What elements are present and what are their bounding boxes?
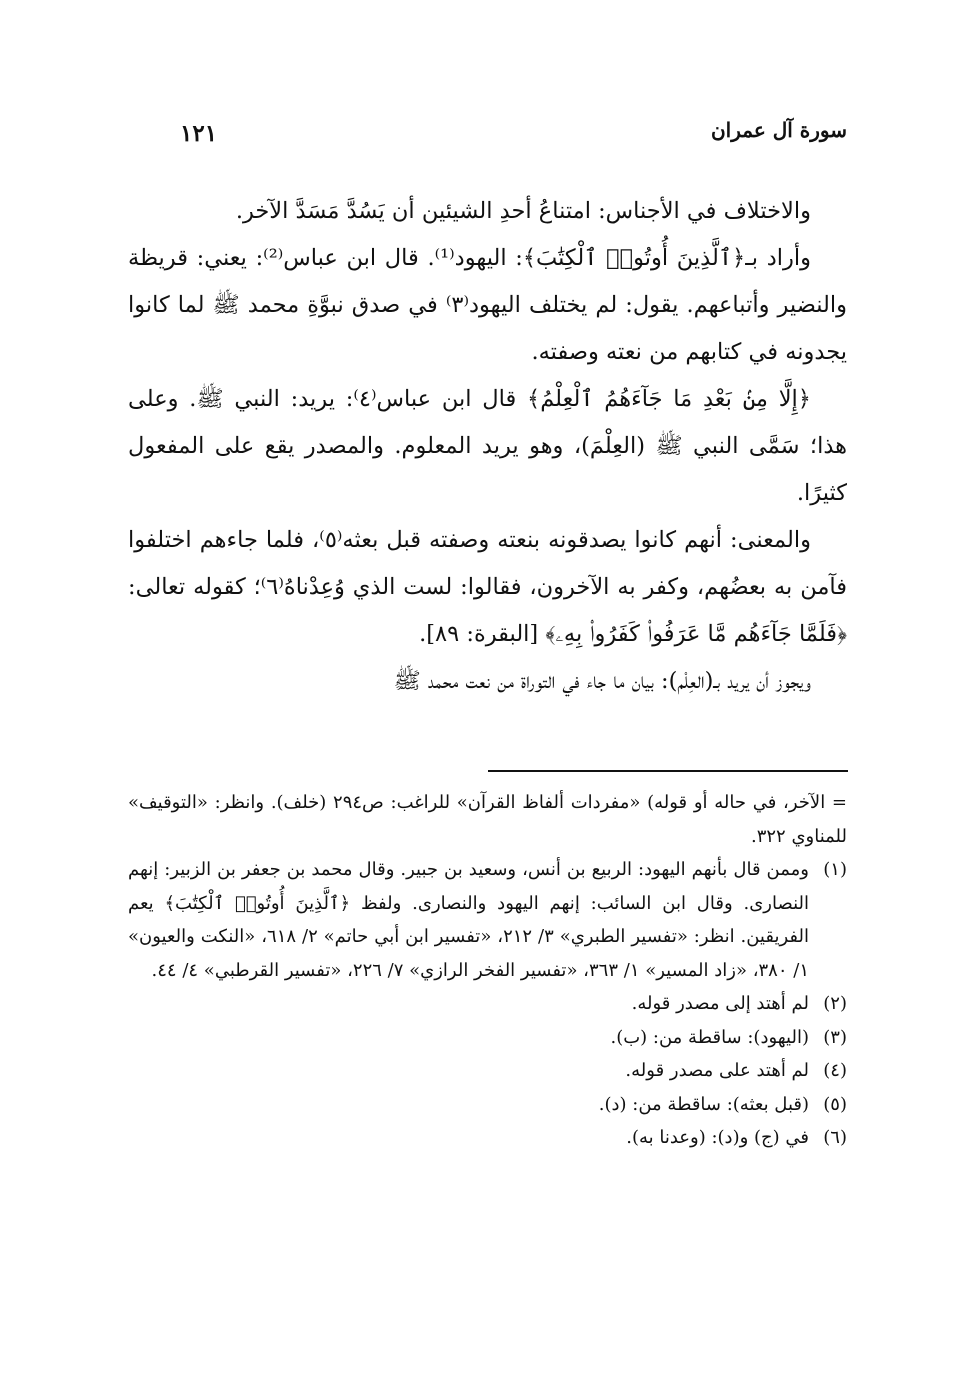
footnote-number: (٤) xyxy=(823,1060,847,1081)
surah-title: سورة آل عمران xyxy=(710,118,847,142)
paragraph: والمعنى: أنهم كانوا يصدقونه بنعته وصفته قبل بعثه⁽٥⁾، فلما جاءهم اختلفوا فآمن به بعضُهم، وكفر به الآخرون، فقالوا: لست الذي وُعِدْناهُ⁽٦⁾؛ كقوله تعالى: ﴿فَلَمَّا جَآءَهُم مَّا عَرَفُوا۟ كَفَرُوا۟ بِهِۦ﴾ [البقرة: ٨٩]. xyxy=(128,527,847,647)
footnote-item xyxy=(128,1054,847,1088)
footnote-number: (٢) xyxy=(823,993,847,1014)
footnote-number: (٥) xyxy=(823,1093,847,1115)
footnote-item xyxy=(128,853,847,987)
footnote-text: لم أهتد على مصدر قوله. xyxy=(625,1060,809,1081)
footnote-divider xyxy=(488,770,848,772)
footnote-item xyxy=(128,1021,847,1055)
footnote-number: (٣) xyxy=(823,1026,847,1048)
paragraph: وأراد بـ﴿ٱلَّذِينَ أُوتُوا۟ ٱلْكِتَٰبَ﴾: اليهود⁽¹⁾. قال ابن عباس⁽²⁾: يعني: قريظة والنضير وأتباعهم. يقول: لم يختلف اليهود⁽٣⁾ في صدق نبوَّةِ محمد ﷺ لما كانوا يجدونه في كتابهم من نعته وصفته. xyxy=(128,245,847,365)
main-text xyxy=(128,188,847,705)
footnote-number: (٦) xyxy=(823,1127,847,1148)
paragraph: ويجوز أن يريد بـ(العِلْم): بيان ما جاء في التوراة من نعت محمد ﷺ xyxy=(393,668,811,694)
footnote-text: وممن قال بأنهم اليهود: الربيع بن أنس، وسعيد بن جبير. وقال محمد بن جعفر بن الزبير: إنهم النصارى. وقال ابن السائب: إنهم اليهود والنصارى. ولفظ ﴿ٱلَّذِينَ أُوتُوا۟ ٱلْكِتَٰبَ﴾ يعم الفريقين. انظر: «تفسير الطبري» ٣/ ٢١٢، «تفسير ابن أبي حاتم» ٢/ ٦١٨، «النكت والعيون» ١/ ٣٨٠، «زاد المسير» ١/ ٣٦٣، «تفسير الفخر الرازي» ٧/ ٢٢٦، «تفسير القرطبي» ٤/ ٤٤. xyxy=(128,859,810,981)
footnote-item xyxy=(128,1121,847,1155)
paragraph: والاختلاف في الأجناس: امتناعُ أحدِ الشيئين أن يَسُدَّ مَسَدَّ الآخر. xyxy=(235,198,811,224)
footnote-text: لم أهتد إلى مصدر قوله. xyxy=(631,993,809,1014)
footnote-item xyxy=(128,1088,847,1122)
footnote-continuation: = الآخر، في حاله أو قوله) «مفردات ألفاظ القرآن» للراغب: ص٢٩٤ (خلف). وانظر: «التوقيف» للمناوي ٣٢٢. xyxy=(128,792,847,847)
footnote-number: (١) xyxy=(823,859,847,880)
footnote-text: في (ج) و(د): (وعدنا به). xyxy=(626,1127,809,1148)
footnote-item xyxy=(128,987,847,1021)
footnote-text: (قبل بعثه): ساقطة من: (د). xyxy=(598,1093,809,1115)
footnote-text: (اليهود): ساقطة من: (ب). xyxy=(610,1026,809,1048)
page-number: ١٢١ xyxy=(180,120,218,147)
paragraph: ﴿إِلَّا مِنۢ بَعْدِ مَا جَآءَهُمُ ٱلْعِلْمُ﴾ قال ابن عباس⁽٤⁾: يريد: النبي ﷺ. وعلى هذا؛ سَمَّى النبي ﷺ (العِلْمَ)، وهو يريد المعلوم. والمصدر يقع على المفعول كثيرًا. xyxy=(128,386,847,506)
footnotes xyxy=(128,786,847,1155)
